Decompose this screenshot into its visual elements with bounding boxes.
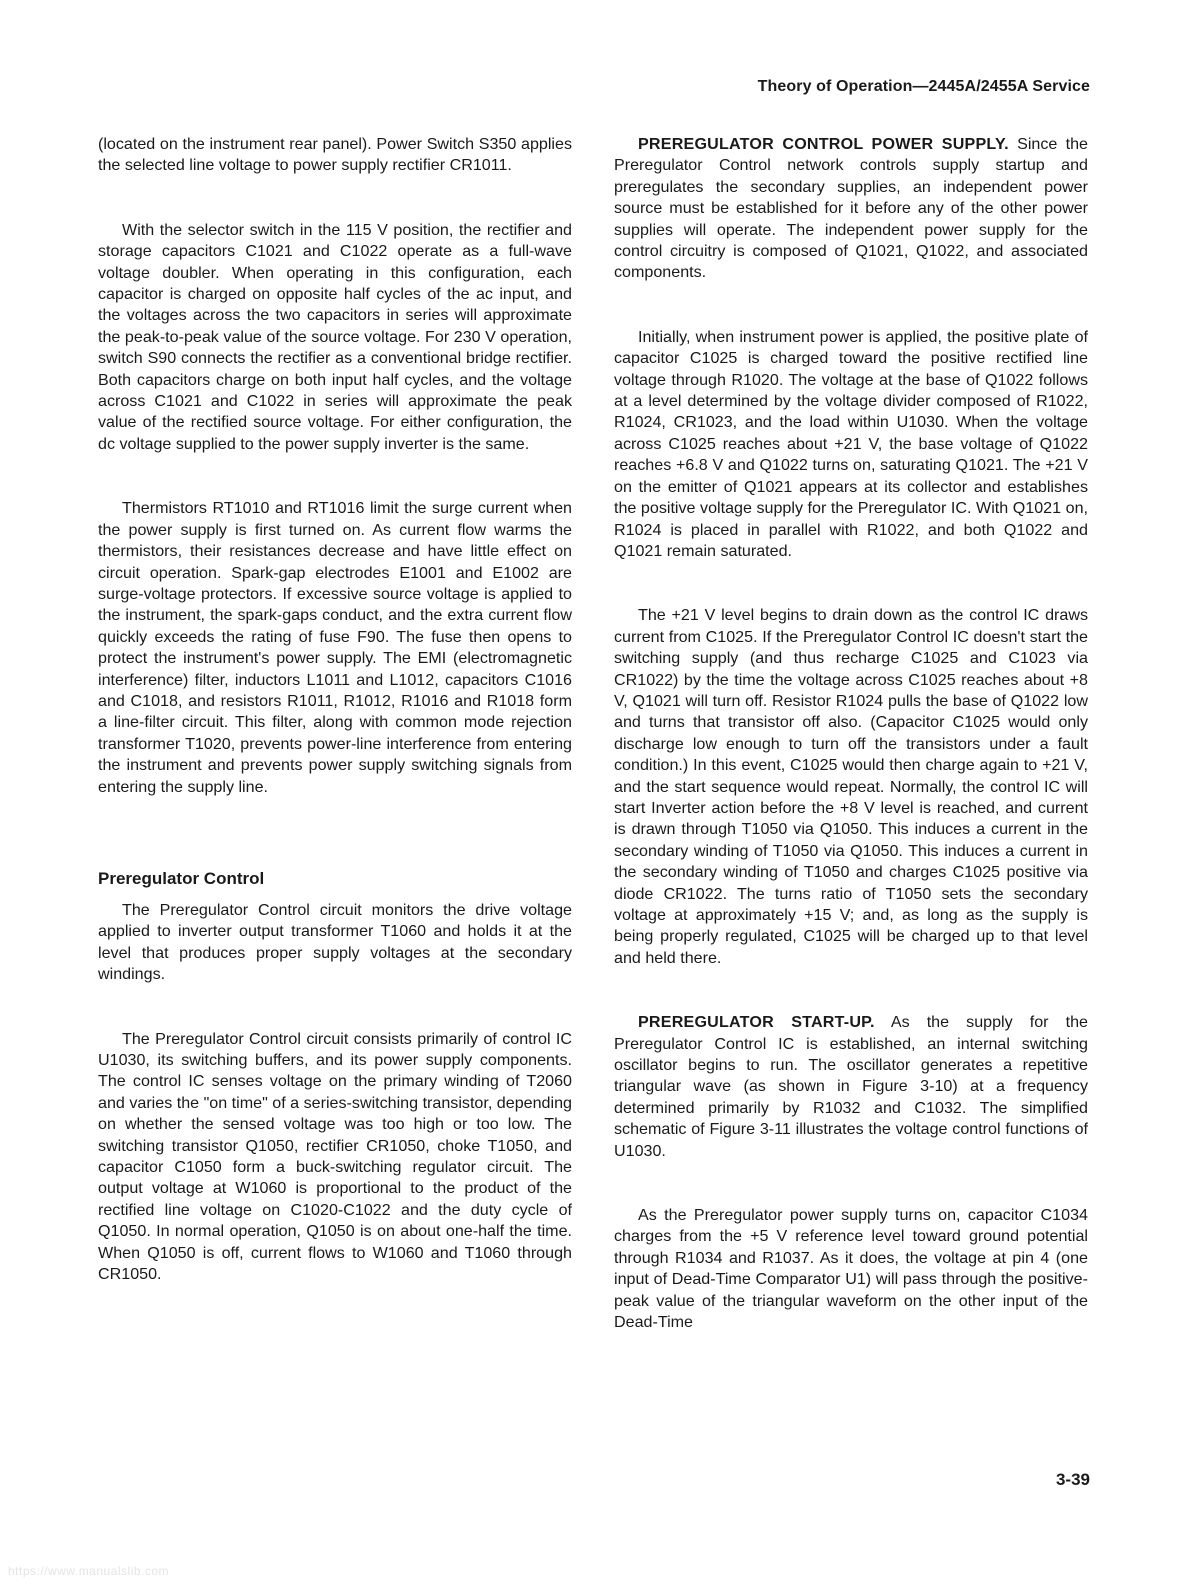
paragraph: Initially, when instrument power is applied, the positive plate of capacitor C1025 is charged toward the positive rectified line voltage through R1020. The voltage at the base of Q1022 follows at a level determined by the voltage divider composed of R1022, R1024, CR1023, and the load within U1030. When the voltage across C1025 reaches about +21 V, the base voltage of Q1022 reaches +6.8 V and Q1022 turns on, saturating Q1021. The +21 V on the emitter of Q1021 appears at its collector and establishes the positive voltage supply for the Preregulator IC. With Q1021 on, R1024 is placed in parallel with R1022, and both Q1022 and Q1021 remain saturated.: [614, 327, 1088, 560]
paragraph: Thermistors RT1010 and RT1016 limit the surge current when the power supply is first turned on. As current flow warms the thermistors, their resistances decrease and have little effect on circuit operation. Spark-gap electrodes E1001 and E1002 are surge-voltage protectors. If excessive source voltage is applied to the instrument, the spark-gaps conduct, and the extra current flow quickly exceeds the rating of fuse F90. The fuse then opens to protect the instrument's power supply. The EMI (electromagnetic interference) filter, inductors L1011 and L1012, capacitors C1016 and C1018, and resistors R1011, R1012, R1016 and R1018 form a line-filter circuit. This filter, along with common mode rejection transformer T1020, prevents power-line interference from entering the instrument and prevents power supply switching signals from entering the supply line.: [98, 499, 572, 796]
running-header: Theory of Operation—2445A/2455A Service: [757, 78, 1090, 95]
paragraph: (located on the instrument rear panel). Power Switch S350 applies the selected line voltage to power supply rectifier CR1011.: [98, 135, 572, 175]
paragraph: With the selector switch in the 115 V position, the rectifier and storage capacitors C1021 and C1022 operate as a full-wave voltage doubler. When operating in this configuration, each capacitor is charged on opposite half cycles of the ac input, and the voltages across the two capacitors in series will approximate the peak-to-peak value of the source voltage. For 230 V operation, switch S90 connects the rectifier as a conventional bridge rectifier. Both capacitors charge on both input half cycles, and the voltage across C1021 and C1022 in series will approximate the peak value of the rectified source voltage. For either configuration, the dc voltage supplied to the power supply inverter is the same.: [98, 220, 572, 453]
watermark: https://www.manualslib.com: [8, 1564, 170, 1578]
paragraph: [614, 134, 1088, 284]
run-in-heading: PREREGULATOR START-UP.: [638, 1013, 875, 1032]
section-heading: Preregulator Control: [98, 868, 265, 888]
paragraph: As the Preregulator power supply turns on, capacitor C1034 charges from the +5 V reference level toward ground potential through R1034 and R1037. As it does, the voltage at pin 4 (one input of Dead-Time Comparator U1) will pass through the positive-peak value of the triangular waveform on the other input of the Dead-Time: [614, 1206, 1088, 1332]
run-in-heading: PREREGULATOR CONTROL POWER SUPPLY.: [638, 135, 1009, 153]
paragraph-body: As the supply for the Preregulator Control IC is established, an internal switching oscillator begins to run. The oscillator generates a repetitive triangular wave (as shown in Figure 3-10) at a frequency determined primarily by R1032 and C1032. The simplified schematic of Figure 3-11 illustrates the voltage control functions of U1030.: [614, 1013, 1088, 1160]
right-column: [614, 134, 1088, 1334]
page-number: 3-39: [1055, 1470, 1090, 1489]
paragraph: [614, 1012, 1088, 1162]
paragraph: The +21 V level begins to drain down as the control IC draws current from C1025. If the Preregulator Control IC doesn't start the switching supply (and thus recharge C1025 and C1023 via CR1022) by the time the voltage across C1025 reaches about +8 V, Q1021 will turn off. Resistor R1024 pulls the base of Q1022 low and turns that transistor off also. (Capacitor C1025 would only discharge low enough to turn off the transistors under a fault condition.) In this event, C1025 would then charge again to +21 V, and the start sequence would repeat. Normally, the control IC will start Inverter action before the +8 V level is reached, and current is drawn through T1050 via Q1050. This induces a current in the secondary winding of T1050 via Q1050. This induces a current in the secondary winding of T1050 and charges C1025 positive via diode CR1022. The turns ratio of T1050 sets the secondary voltage at approximately +15 V; and, as long as the supply is being properly regulated, C1025 will be charged up to that level and held there.: [614, 606, 1088, 967]
paragraph-body: Since the Preregulator Control network controls supply startup and preregulates the secondary supplies, an independent power source must be established for it before any of the other power supplies will operate. The independent power supply for the control circuitry is composed of Q1021, Q1022, and associated components.: [614, 135, 1088, 282]
left-column: [98, 134, 572, 1285]
paragraph: The Preregulator Control circuit monitors the drive voltage applied to inverter output transformer T1060 and holds it at the level that produces proper supply voltages at the secondary windings.: [98, 900, 572, 984]
paragraph: The Preregulator Control circuit consists primarily of control IC U1030, its switching buffers, and its power supply components. The control IC senses voltage on the primary winding of T2060 and varies the "on time" of a series-switching transistor, depending on whether the sensed voltage was too high or too low. The switching transistor Q1050, rectifier CR1050, choke T1050, and capacitor C1050 form a buck-switching regulator circuit. The output voltage at W1060 is proportional to the product of the rectified line voltage on C1020-C1022 and the duty cycle of Q1050. In normal operation, Q1050 is on about one-half the time. When Q1050 is off, current flows to W1060 and T1060 through CR1050.: [98, 1029, 572, 1284]
